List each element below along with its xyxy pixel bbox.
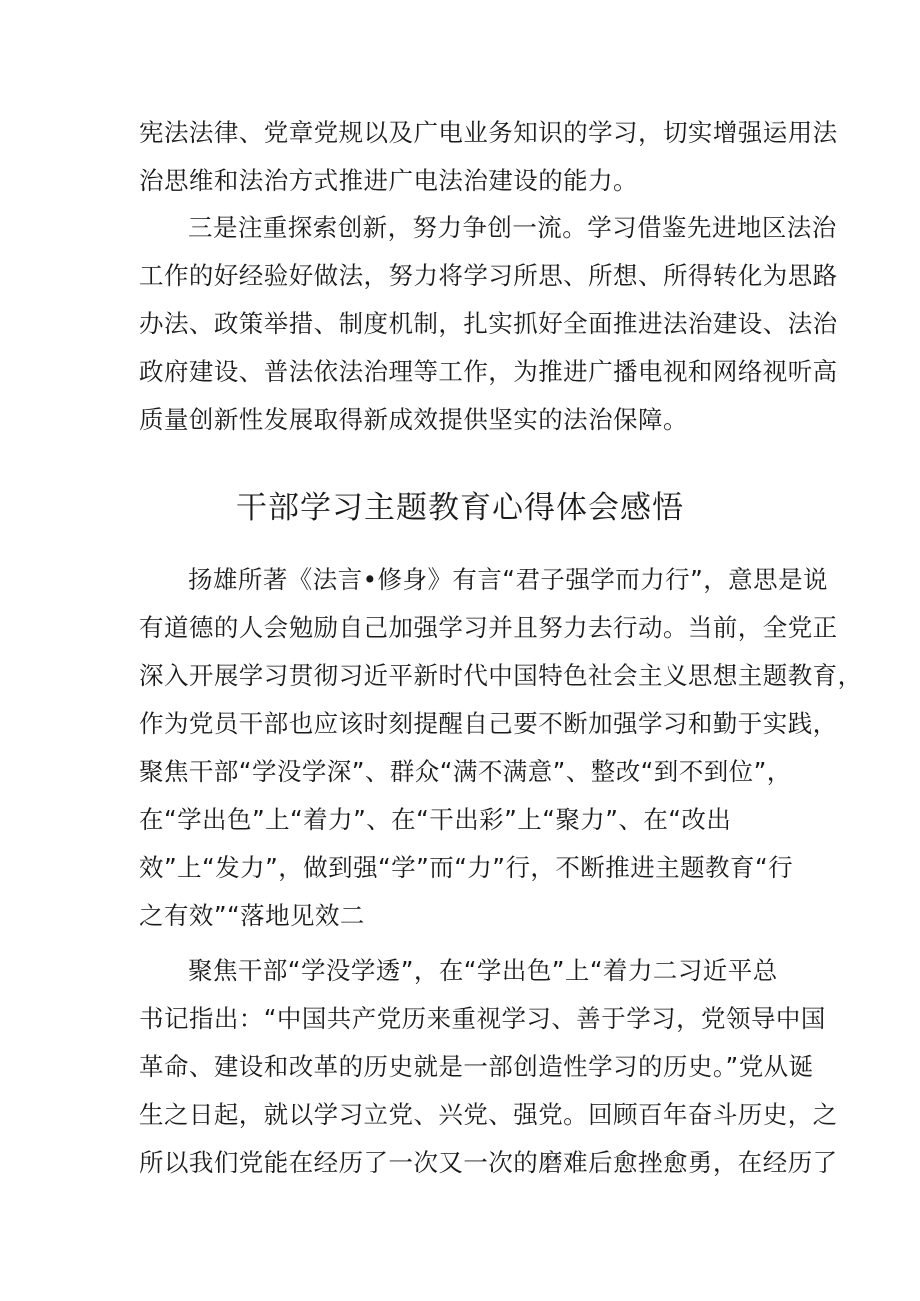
- paragraph-line: 革命、建设和改革的历史就是一部创造性学习的历史。”党从诞: [139, 1052, 814, 1081]
- paragraph-line: 办法、政策举措、制度机制，扎实抓好全面推进法治建设、法治: [139, 309, 838, 338]
- paragraph-line: 所以我们党能在经历了一次又一次的磨难后愈挫愈勇，在经历了: [139, 1148, 838, 1177]
- paragraph-line: 治思维和法治方式推进广电法治建设的能力。: [139, 166, 638, 195]
- paragraph-line: 深入开展学习贯彻习近平新时代中国特色社会主义思想主题教育，: [139, 661, 863, 690]
- paragraph-line: 扬雄所著《法言•修身》有言“君子强学而力行”，意思是说: [188, 565, 828, 594]
- paragraph-line: 效”上“发力”，做到强“学”而“力”行，不断推进主题教育“行: [139, 853, 794, 882]
- paragraph-line: 之有效”“落地见效二: [139, 901, 365, 930]
- paragraph-line: 聚焦干部“学没学透”，在“学出色”上“着力二习近平总: [188, 956, 778, 985]
- paragraph-line: 三是注重探索创新，努力争创一流。学习借鉴先进地区法治: [188, 213, 837, 242]
- paragraph-line: 书记指出：“中国共产党历来重视学习、善于学习，党领导中国: [139, 1004, 826, 1033]
- page-title: 干部学习主题教育心得体会感悟: [236, 490, 684, 526]
- paragraph-line: 生之日起，就以学习立党、兴党、强党。回顾百年奋斗历史，之: [139, 1100, 838, 1129]
- paragraph-line: 在“学出色”上“着力”、在“干出彩”上“聚力”、在“改出: [139, 805, 732, 834]
- paragraph-line: 聚焦干部“学没学深”、群众“满不满意”、整改“到不到位”，: [139, 757, 792, 786]
- paragraph-line: 政府建设、普法依法治理等工作，为推进广播电视和网络视听高: [139, 357, 838, 386]
- paragraph-line: 宪法法律、党章党规以及广电业务知识的学习，切实增强运用法: [139, 118, 838, 147]
- paragraph-line: 工作的好经验好做法，努力将学习所思、所想、所得转化为思路: [139, 261, 838, 290]
- paragraph-line: 质量创新性发展取得新成效提供坚实的法治保障。: [139, 405, 688, 434]
- paragraph-line: 作为党员干部也应该时刻提醒自己要不断加强学习和勤于实践，: [139, 709, 838, 738]
- paragraph-line: 有道德的人会勉励自己加强学习并且努力去行动。当前，全党正: [139, 613, 838, 642]
